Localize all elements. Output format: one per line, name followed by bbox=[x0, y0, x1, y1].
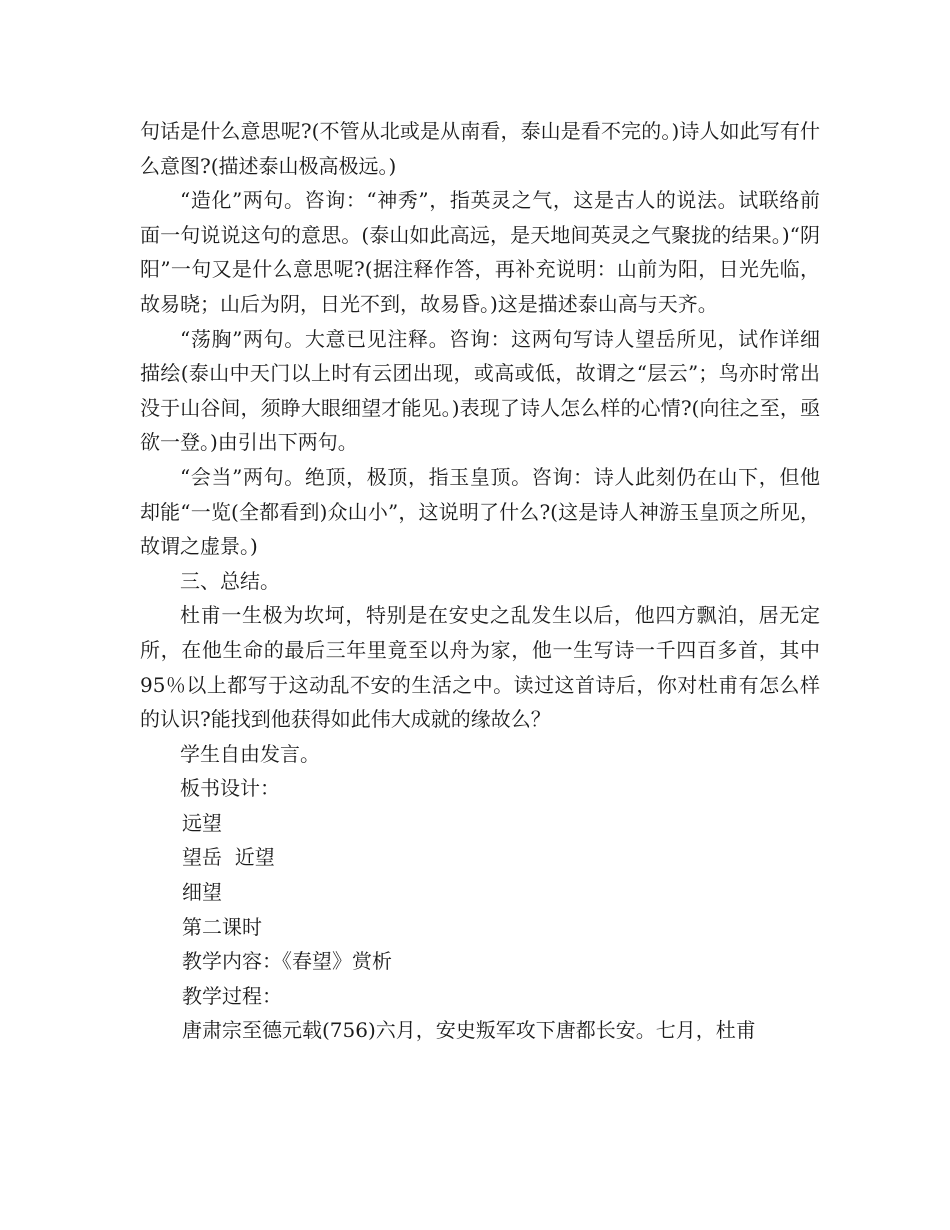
paragraph-dufu-life: 杜甫一生极为坎坷，特别是在安史之乱发生以后，他四方飘泊，居无定所，在他生命的最后三年里竟至以舟为家，他一生写诗一千四百多首，其中95％以上都写于这动乱不安的生活之中。读过这首诗后，你对杜甫有怎么样的认识?能找到他获得如此伟大成就的缘故么？ bbox=[140, 603, 820, 732]
paragraph-zaohua: “造化”两句。咨询：“神秀”，指英灵之气，这是古人的说法。试联络前面一句说说这句的意思。(泰山如此高远，是天地间英灵之气聚拢的结果。)“阴阳”一句又是什么意思呢?(据注释作答，再补充说明：山前为阳，日光先临，故易晓；山后为阴，日光不到，故易昏。)这是描述泰山高与天齐。 bbox=[140, 188, 820, 316]
paragraph-history: 唐肃宗至德元载(756)六月，安史叛军攻下唐都长安。七月，杜甫 bbox=[182, 1018, 756, 1043]
section-heading-summary: 三、总结。 bbox=[180, 568, 280, 593]
board-item-near: 望岳 近望 bbox=[182, 845, 275, 870]
paragraph-huidang: “会当”两句。绝顶，极顶，指玉皇顶。咨询：诗人此刻仍在山下，但他却能“一览(全都看到)众山小”，这说明了什么?(这是诗人神游玉皇顶之所见，故谓之虚景。) bbox=[140, 464, 820, 559]
teaching-content: 教学内容：《春望》赏析 bbox=[182, 949, 392, 974]
board-item-detail: 细望 bbox=[182, 880, 222, 905]
paragraph-dangxiong: “荡胸”两句。大意已见注释。咨询：这两句写诗人望岳所见，试作详细描绘(泰山中天门以上时有云团出现，或高或低，故谓之“层云”；鸟亦时常出没于山谷间，须睁大眼细望才能见。)表现了诗人怎么样的心情?(向往之至，亟欲一登。)由引出下两句。 bbox=[140, 326, 820, 455]
paragraph-student-speak: 学生自由发言。 bbox=[180, 741, 320, 766]
document-body bbox=[140, 114, 820, 1048]
teaching-process-label: 教学过程： bbox=[182, 983, 282, 1008]
board-item-far: 远望 bbox=[182, 810, 222, 835]
lesson-two-heading: 第二课时 bbox=[182, 914, 262, 939]
paragraph-taishan-meaning: 句话是什么意思呢?(不管从北或是从南看，泰山是看不完的。)诗人如此写有什么意图?(描述泰山极高极远。) bbox=[140, 119, 820, 178]
board-design-label: 板书设计： bbox=[180, 776, 280, 801]
